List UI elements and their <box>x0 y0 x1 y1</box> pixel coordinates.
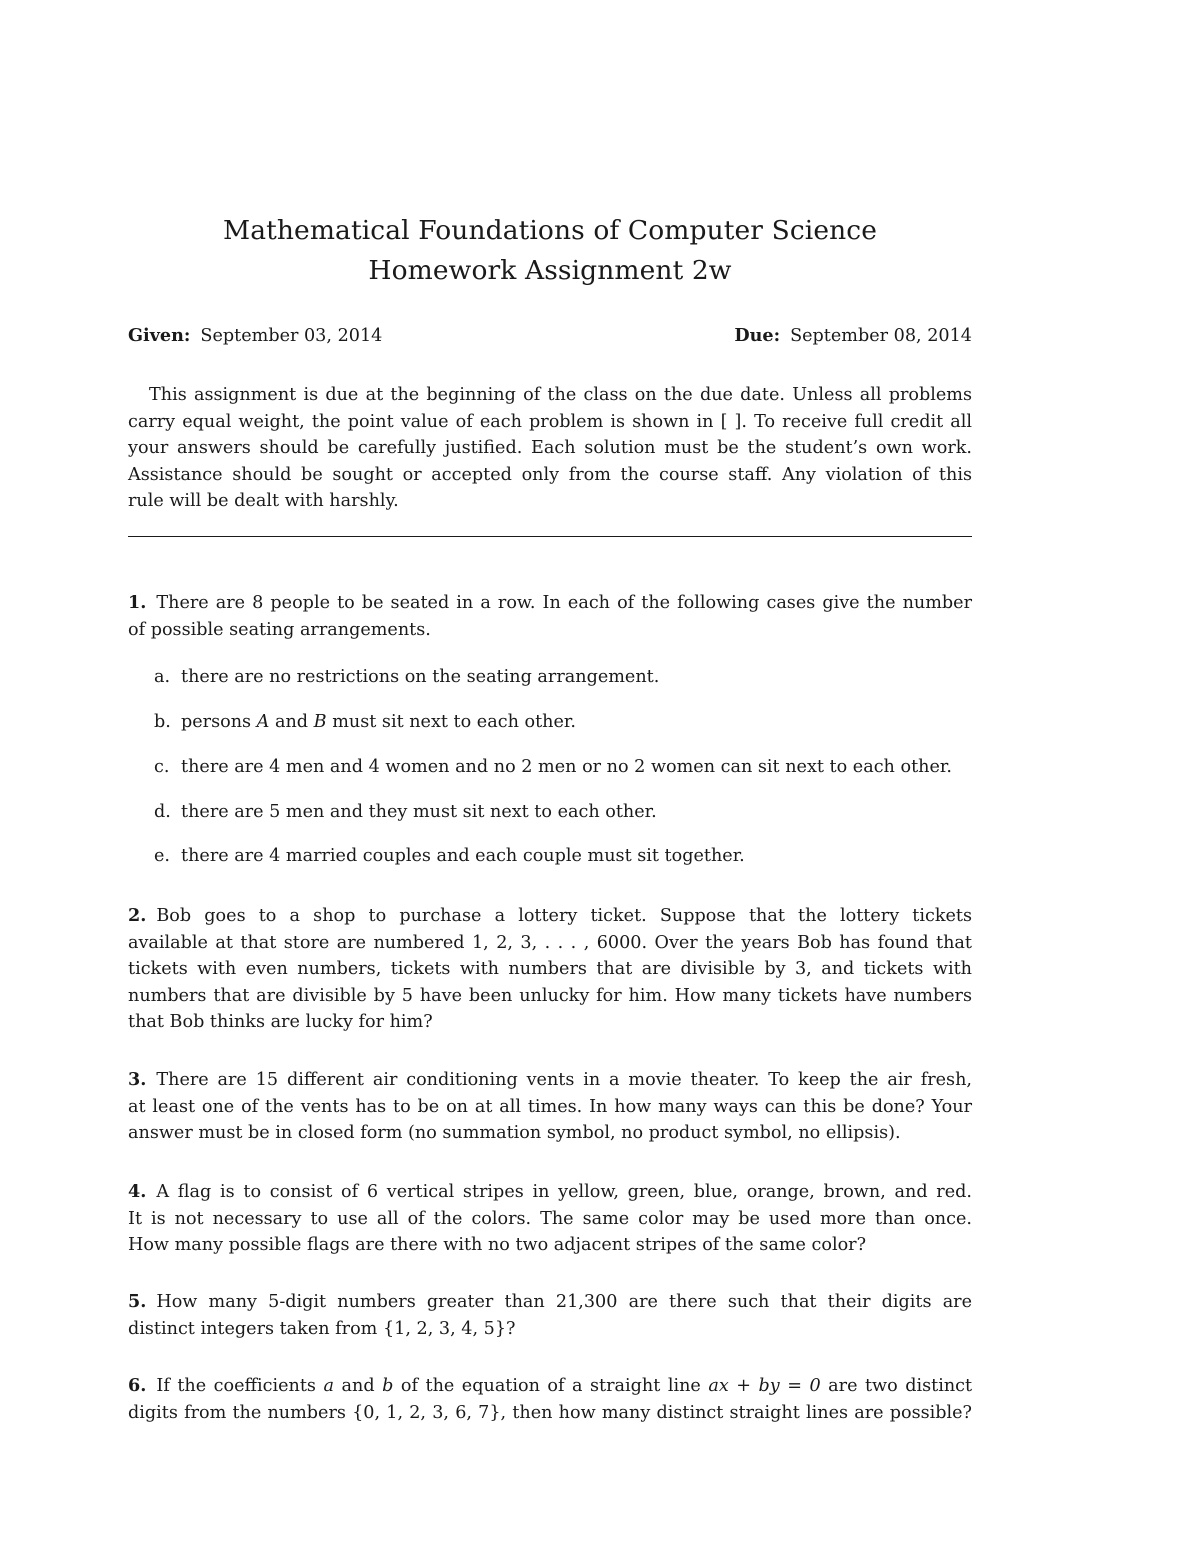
problem-line: digits from the numbers {0, 1, 2, 3, 6, 7}, then how many distinct straight lines are possible? <box>128 1402 972 1423</box>
problem-text: A flag is to consist of 6 vertical stripes in yellow, green, blue, orange, brown, and red. <box>156 1182 972 1202</box>
problem-line: that Bob thinks are lucky for him? <box>128 1012 433 1033</box>
subitem-a <box>154 669 972 687</box>
problem-line: available at that store are numbered 1, 2, 3, . . . , 6000. Over the years Bob has found that <box>128 932 972 953</box>
problem-line: How many possible flags are there with no two adjacent stripes of the same color? <box>128 1235 867 1256</box>
problem-line: distinct integers taken from {1, 2, 3, 4, 5}? <box>128 1318 516 1339</box>
problem-line: of possible seating arrangements. <box>128 619 431 640</box>
problem-3 <box>128 1067 972 1147</box>
instructions <box>128 382 972 515</box>
problem-number: 1. <box>128 592 147 613</box>
subitem-text: and <box>274 712 309 732</box>
problem-text: and <box>341 1376 375 1396</box>
subitem-text: there are 4 married couples and each couple must sit together. <box>181 846 745 866</box>
problem-text: of the equation of a straight line <box>400 1376 701 1396</box>
subitem-text: must sit next to each other. <box>332 712 576 732</box>
instructions-line: carry equal weight, the point value of each problem is shown in [ ]. To receive full credit all <box>128 411 972 432</box>
due-date-value: September 08, 2014 <box>790 326 972 346</box>
problem-number: 3. <box>128 1069 147 1090</box>
subitem-text: there are 5 men and they must sit next to each other. <box>181 802 657 822</box>
problem-4 <box>128 1179 972 1259</box>
math-variable: a <box>323 1376 334 1396</box>
problem-2 <box>128 903 972 1036</box>
given-date <box>128 327 382 346</box>
problem-line <box>128 1373 972 1400</box>
subitem-b <box>154 714 972 732</box>
subitem-label: e. <box>154 846 171 866</box>
assignment-title: Homework Assignment 2w <box>368 255 732 286</box>
problem-text: are two distinct <box>828 1376 973 1396</box>
problem-1 <box>128 590 972 643</box>
due-label: Due: <box>734 325 781 346</box>
problem-number: 5. <box>128 1291 147 1312</box>
course-title: Mathematical Foundations of Computer Science <box>222 215 878 246</box>
instructions-line: your answers should be carefully justified. Each solution must be the student’s own work. <box>128 438 972 459</box>
problem-line: answer must be in closed form (no summation symbol, no product symbol, no ellipsis). <box>128 1123 901 1144</box>
problem-text: If the coefficients <box>156 1376 316 1396</box>
problem-number: 4. <box>128 1181 147 1202</box>
subitem-e <box>154 848 972 866</box>
instructions-line: rule will be dealt with harshly. <box>128 491 399 512</box>
problem-line <box>128 1179 972 1206</box>
problem-number: 6. <box>128 1375 147 1396</box>
subitem-text: persons <box>181 712 252 732</box>
instructions-line: This assignment is due at the beginning of the class on the due date. Unless all problems <box>149 385 972 405</box>
math-variable: b <box>382 1376 394 1396</box>
due-date <box>734 327 972 346</box>
problem-line <box>128 903 972 930</box>
divider <box>128 536 972 537</box>
problem-line: tickets with even numbers, tickets with numbers that are divisible by 3, and tickets with <box>128 959 972 980</box>
subitem-text: there are 4 men and 4 women and no 2 men or no 2 women can sit next to each other. <box>181 757 952 777</box>
given-label: Given: <box>128 325 191 346</box>
problem-5 <box>128 1289 972 1342</box>
math-variable: B <box>313 712 327 732</box>
instructions-line: Assistance should be sought or accepted only from the course staff. Any violation of this <box>128 464 972 485</box>
subitem-label: c. <box>154 757 170 777</box>
problem-text: How many 5-digit numbers greater than 21,300 are there such that their digits are <box>156 1292 972 1312</box>
subitem-text: there are no restrictions on the seating arrangement. <box>181 667 660 687</box>
math-equation: ax + by = 0 <box>708 1376 821 1396</box>
given-date-value: September 03, 2014 <box>200 326 383 346</box>
problem-line: It is not necessary to use all of the colors. The same color may be used more than once. <box>128 1208 972 1229</box>
problem-text: There are 15 different air conditioning vents in a movie theater. To keep the air fresh, <box>156 1070 972 1090</box>
problem-text: Bob goes to a shop to purchase a lottery ticket. Suppose that the lottery tickets <box>156 906 972 926</box>
problem-line: numbers that are divisible by 5 have been unlucky for him. How many tickets have numbers <box>128 985 972 1006</box>
problem-number: 2. <box>128 905 147 926</box>
subitem-label: d. <box>154 802 171 822</box>
problem-6 <box>128 1373 972 1426</box>
problem-line <box>128 1067 972 1094</box>
math-variable: A <box>256 712 270 732</box>
problem-line: at least one of the vents has to be on at all times. In how many ways can this be done? Your <box>128 1096 972 1117</box>
problem-text: There are 8 people to be seated in a row. In each of the following cases give the number <box>156 593 972 613</box>
problem-line <box>128 1289 972 1316</box>
problem-line <box>128 590 972 617</box>
subitem-d <box>154 804 972 822</box>
subitem-label: b. <box>154 712 171 732</box>
subitem-c <box>154 759 972 777</box>
subitem-label: a. <box>154 667 171 687</box>
